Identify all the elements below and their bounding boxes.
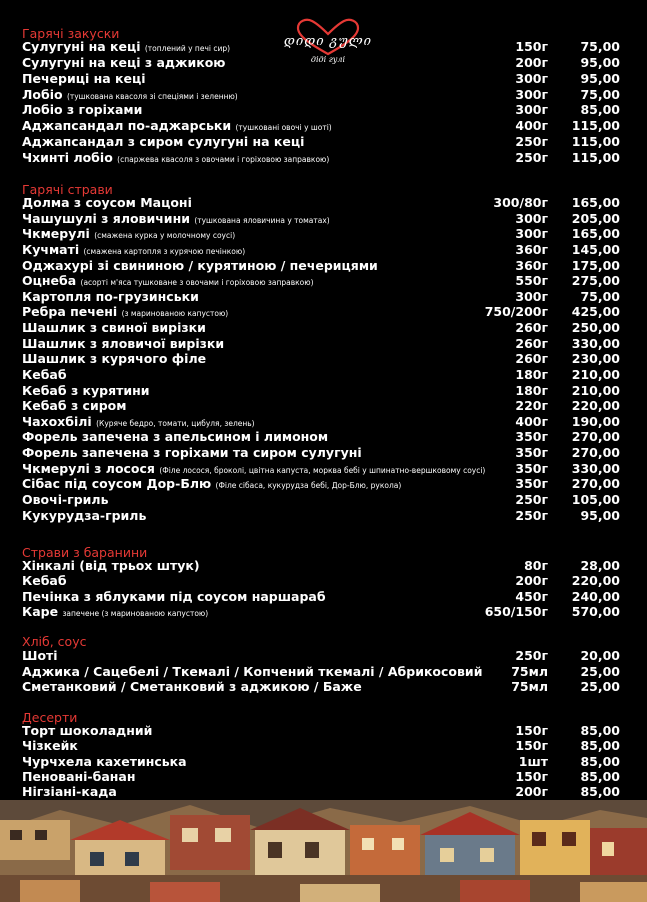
- item-name-group: [22, 476, 401, 493]
- item-description: (тушкована квасоля зі спеціями і зеленню): [66, 91, 238, 101]
- item-price: 275,00: [571, 273, 620, 289]
- item-price: 330,00: [571, 460, 620, 476]
- item-weight: 180г: [515, 382, 548, 398]
- item-name-group: [22, 414, 255, 431]
- menu-item: [0, 118, 647, 133]
- section-title: Хліб, соус: [22, 634, 87, 649]
- item-weight: 300г: [515, 226, 548, 242]
- item-price: 85,00: [580, 784, 620, 799]
- item-name-group: [22, 211, 330, 228]
- item-name: Чкмерулі: [22, 226, 90, 242]
- menu-item: [0, 769, 647, 784]
- item-description: запечене (з маринованою капустою): [62, 608, 209, 618]
- item-price: 330,00: [571, 335, 620, 351]
- item-name: Оджахурі зі свининою / курятиною / печерицями: [22, 257, 378, 273]
- item-price: 190,00: [571, 413, 620, 429]
- item-name-group: [22, 242, 245, 259]
- menu-item: [0, 679, 647, 694]
- item-name-group: [22, 679, 362, 696]
- item-name: Оцнеба: [22, 273, 77, 289]
- menu-item: [0, 87, 647, 102]
- item-name: Чахохбілі: [22, 413, 92, 429]
- item-weight: 300г: [515, 70, 548, 86]
- item-price: 105,00: [571, 491, 620, 507]
- item-weight: 350г: [515, 445, 548, 461]
- item-price: 220,00: [571, 573, 620, 589]
- section-title: Гарячі страви: [22, 182, 113, 197]
- logo-text: დიდი გული: [283, 34, 373, 49]
- item-name: Аджапсандал по-аджарськи: [22, 118, 232, 134]
- item-name-group: [22, 118, 332, 135]
- menu-item: [0, 150, 647, 165]
- item-weight: 350г: [515, 460, 548, 476]
- item-name-group: [22, 39, 230, 56]
- item-price: 205,00: [571, 210, 620, 226]
- item-description: (тушкована яловичина у томатах): [194, 215, 330, 225]
- item-description: (спаржева квасоля з овочами і горіховою заправкою): [117, 155, 330, 165]
- item-weight: 650/150г: [484, 603, 548, 619]
- item-name: Шашлик з курячого філе: [22, 351, 207, 367]
- item-name-group: [22, 226, 235, 243]
- item-description: (з маринованою капустою): [121, 309, 229, 319]
- item-price: 85,00: [580, 723, 620, 738]
- item-name: Нігзіані-када: [22, 784, 117, 799]
- item-weight: 200г: [515, 54, 548, 70]
- menu-item: [0, 242, 647, 257]
- item-name: Торт шоколадний: [22, 723, 153, 738]
- item-price: 95,00: [580, 70, 620, 86]
- item-name: Кебаб: [22, 573, 67, 589]
- item-name-group: [22, 664, 482, 681]
- item-weight: 750/200г: [484, 304, 548, 320]
- logo-subtitle: діді гулі: [310, 55, 346, 64]
- item-price: 95,00: [580, 54, 620, 70]
- menu-item: [0, 134, 647, 149]
- item-weight: 400г: [515, 118, 548, 134]
- menu-item: [0, 664, 647, 679]
- menu-item: [0, 508, 647, 523]
- item-name-group: [22, 367, 67, 384]
- item-price: 165,00: [571, 195, 620, 210]
- menu-item: [0, 461, 647, 476]
- item-weight: 400г: [515, 413, 548, 429]
- item-price: 85,00: [580, 102, 620, 118]
- menu-item: [0, 414, 647, 429]
- item-price: 28,00: [580, 558, 620, 573]
- section-title: Десерти: [22, 710, 78, 725]
- menu-item: [0, 476, 647, 491]
- item-price: 270,00: [571, 476, 620, 492]
- item-price: 220,00: [571, 398, 620, 414]
- item-name: Чашушулі з яловичини: [22, 210, 190, 226]
- item-weight: 360г: [515, 257, 548, 273]
- item-name: Сулугуні на кеці з аджикою: [22, 54, 226, 70]
- item-price: 25,00: [580, 663, 620, 679]
- item-weight: 360г: [515, 241, 548, 257]
- item-name: Кукурудза-гриль: [22, 507, 147, 523]
- item-price: 75,00: [580, 288, 620, 304]
- item-name: Чізкейк: [22, 738, 78, 754]
- menu-item: [0, 648, 647, 663]
- item-name-group: [22, 134, 304, 151]
- city-painting-image: [0, 800, 647, 902]
- section-title: Гарячі закуски: [22, 26, 120, 41]
- item-name: Шашлик з свиної вирізки: [22, 320, 206, 336]
- item-weight: 180г: [515, 366, 548, 382]
- item-weight: 260г: [515, 320, 548, 336]
- item-weight: 150г: [515, 768, 548, 784]
- item-name: Овочі-гриль: [22, 491, 109, 507]
- item-name-group: [22, 320, 206, 337]
- item-weight: 200г: [515, 573, 548, 589]
- item-price: 175,00: [571, 257, 620, 273]
- item-weight: 300г: [515, 102, 548, 118]
- item-weight: 300г: [515, 86, 548, 102]
- item-weight: 250г: [515, 150, 548, 166]
- item-name: Сібас під соусом Дор-Блю: [22, 476, 212, 492]
- menu-item: [0, 289, 647, 304]
- menu-item: [0, 398, 647, 413]
- menu-item: [0, 604, 647, 619]
- item-weight: 550г: [515, 273, 548, 289]
- menu-item: [0, 445, 647, 460]
- item-weight: 75мл: [511, 663, 548, 679]
- item-name: Чурчхела кахетинська: [22, 753, 187, 769]
- item-description: (топлений у печі сир): [144, 44, 231, 53]
- item-name: Форель запечена з горіхами та сиром сулугуні: [22, 445, 362, 461]
- item-name-group: [22, 461, 485, 478]
- item-price: 270,00: [571, 445, 620, 461]
- item-name: Печериці на кеці: [22, 70, 146, 86]
- item-name-group: [22, 336, 224, 353]
- item-price: 85,00: [580, 753, 620, 769]
- menu-item: [0, 784, 647, 799]
- item-weight: 150г: [515, 738, 548, 754]
- item-price: 20,00: [580, 648, 620, 663]
- item-description: (Куряче бедро, томати, цибуля, зелень): [96, 418, 255, 428]
- item-name: Кебаб з курятини: [22, 382, 150, 398]
- item-name-group: [22, 273, 314, 290]
- item-name-group: [22, 445, 362, 462]
- item-description: (Філе лосося, броколі, цвітна капуста, морква бебі у шпинатно-вершковому соусі): [159, 465, 486, 475]
- menu-item: [0, 304, 647, 319]
- item-weight: 220г: [515, 398, 548, 414]
- menu-item: [0, 336, 647, 351]
- section-title: Страви з баранини: [22, 545, 148, 560]
- item-name: Сметанковий / Сметанковий з аджикою / Баже: [22, 679, 362, 694]
- item-name: Форель запечена з апельсином і лимоном: [22, 429, 329, 445]
- menu-item: [0, 258, 647, 273]
- item-price: 115,00: [571, 134, 620, 150]
- item-name: Печінка з яблуками під соусом наршараб: [22, 588, 326, 604]
- item-weight: 1шт: [518, 753, 548, 769]
- item-name: Чкмерулі з лосося: [22, 460, 155, 476]
- item-price: 230,00: [571, 351, 620, 367]
- item-name-group: [22, 351, 206, 368]
- item-name-group: [22, 304, 228, 321]
- item-price: 85,00: [580, 768, 620, 784]
- menu-item: [0, 589, 647, 604]
- item-weight: 300г: [515, 210, 548, 226]
- item-weight: 150г: [515, 723, 548, 738]
- item-name-group: [22, 398, 126, 415]
- item-description: (смажена картопля з курячою печінкою): [83, 246, 246, 256]
- item-name-group: [22, 429, 328, 446]
- item-description: (тушковані овочі у шоті): [235, 123, 332, 133]
- item-name-group: [22, 492, 108, 509]
- item-price: 115,00: [571, 118, 620, 134]
- item-name-group: [22, 102, 142, 119]
- item-name-group: [22, 289, 199, 306]
- item-price: 165,00: [571, 226, 620, 242]
- item-name: Кебаб з сиром: [22, 398, 127, 414]
- item-name: Аджапсандал з сиром сулугуні на кеці: [22, 134, 305, 150]
- menu-item: [0, 226, 647, 241]
- menu-item: [0, 39, 647, 54]
- item-name-group: [22, 87, 238, 104]
- menu-item: [0, 383, 647, 398]
- menu-item: [0, 102, 647, 117]
- item-weight: 250г: [515, 134, 548, 150]
- item-name-group: [22, 55, 225, 72]
- item-description: (смажена курка у молочному соусі): [94, 231, 236, 241]
- item-price: 25,00: [580, 679, 620, 694]
- menu-item: [0, 195, 647, 210]
- item-weight: 250г: [515, 491, 548, 507]
- item-price: 270,00: [571, 429, 620, 445]
- menu-item: [0, 211, 647, 226]
- item-name-group: [22, 150, 329, 167]
- item-name: Долма з соусом Мацоні: [22, 195, 192, 210]
- item-price: 425,00: [571, 304, 620, 320]
- item-name: Чхинті лобіо: [22, 150, 113, 166]
- item-name-group: [22, 195, 192, 212]
- item-name-group: [22, 648, 58, 665]
- item-name: Кебаб: [22, 366, 67, 382]
- item-price: 570,00: [571, 603, 620, 619]
- item-weight: 80г: [524, 558, 548, 573]
- item-name-group: [22, 71, 146, 88]
- item-name: Хінкалі (від трьох штук): [22, 558, 200, 573]
- item-name-group: [22, 258, 378, 275]
- item-weight: 450г: [515, 588, 548, 604]
- item-name: Сулугуні на кеці: [22, 39, 141, 54]
- menu-item: [0, 71, 647, 86]
- item-name: Шоті: [22, 648, 58, 663]
- item-price: 75,00: [580, 86, 620, 102]
- menu-item: [0, 754, 647, 769]
- item-price: 210,00: [571, 382, 620, 398]
- menu-item: [0, 492, 647, 507]
- menu-item: [0, 351, 647, 366]
- item-price: 85,00: [580, 738, 620, 754]
- item-name: Лобіо: [22, 86, 63, 102]
- item-name-group: [22, 604, 208, 621]
- item-price: 115,00: [571, 150, 620, 166]
- menu-item: [0, 273, 647, 288]
- item-description: (асорті м'яса тушковане з овочами і горіховою заправкою): [80, 278, 314, 288]
- item-price: 75,00: [580, 39, 620, 54]
- menu-item: [0, 55, 647, 70]
- item-price: 95,00: [580, 507, 620, 523]
- item-weight: 150г: [515, 39, 548, 54]
- menu-item: [0, 429, 647, 444]
- item-price: 250,00: [571, 320, 620, 336]
- item-weight: 300/80г: [493, 195, 548, 210]
- item-name: Шашлик з яловичої вирізки: [22, 335, 225, 351]
- menu-item: [0, 558, 647, 573]
- menu-item: [0, 367, 647, 382]
- item-name: Каре: [22, 603, 59, 619]
- menu-item: [0, 573, 647, 588]
- menu-item: [0, 320, 647, 335]
- item-weight: 250г: [515, 648, 548, 663]
- item-price: 240,00: [571, 588, 620, 604]
- item-weight: 250г: [515, 507, 548, 523]
- item-weight: 350г: [515, 429, 548, 445]
- item-name-group: [22, 784, 117, 801]
- item-name-group: [22, 508, 146, 525]
- item-weight: 75мл: [511, 679, 548, 694]
- item-weight: 260г: [515, 351, 548, 367]
- item-price: 145,00: [571, 241, 620, 257]
- decorative-painting: [0, 800, 647, 902]
- menu-item: [0, 738, 647, 753]
- item-description: (Філе сібаса, кукурудза бебі, Дор-Блю, рукола): [215, 481, 402, 491]
- item-weight: 300г: [515, 288, 548, 304]
- item-name: Пеновані-банан: [22, 768, 136, 784]
- item-name-group: [22, 383, 150, 400]
- item-name: Аджика / Сацебелі / Ткемалі / Копчений ткемалі / Абрикосовий: [22, 663, 483, 679]
- item-name: Кучматі: [22, 241, 80, 257]
- item-weight: 260г: [515, 335, 548, 351]
- item-price: 210,00: [571, 366, 620, 382]
- item-name: Лобіо з горіхами: [22, 102, 143, 118]
- item-name: Картопля по-грузинськи: [22, 288, 199, 304]
- menu-item: [0, 723, 647, 738]
- item-name: Ребра печені: [22, 304, 118, 320]
- item-weight: 350г: [515, 476, 548, 492]
- item-weight: 200г: [515, 784, 548, 799]
